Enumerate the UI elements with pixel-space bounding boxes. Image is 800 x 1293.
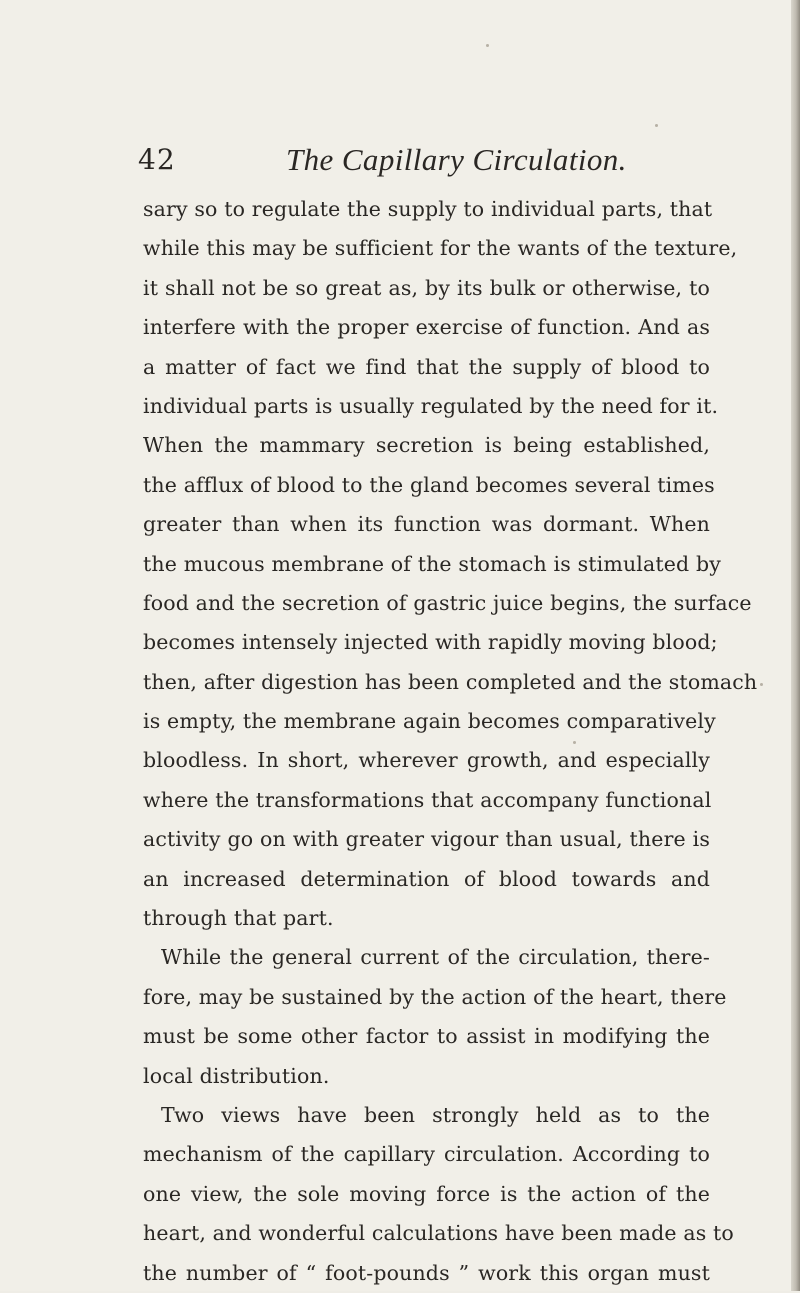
text-line: the number of “ foot-pounds ” work this organ must bbox=[143, 1260, 710, 1285]
text-line: the afflux of blood to the gland becomes several times bbox=[143, 472, 715, 497]
page-number: 42 bbox=[138, 143, 176, 176]
text-line: then, after digestion has been completed and the stomach bbox=[143, 669, 758, 694]
text-line: must be some other factor to assist in modifying the bbox=[143, 1024, 710, 1049]
text-line: mechanism of the capillary circulation. According to bbox=[143, 1142, 710, 1167]
text-line: When the mammary secretion is being established, bbox=[143, 433, 710, 458]
text-line: becomes intensely injected with rapidly moving blood; bbox=[143, 630, 718, 655]
running-head bbox=[138, 142, 758, 182]
text-line: one view, the sole moving force is the action of the bbox=[143, 1181, 710, 1206]
text-line: through that part. bbox=[143, 906, 334, 931]
text-line: bloodless. In short, wherever growth, and especially bbox=[143, 748, 710, 773]
paper-speck bbox=[573, 741, 576, 744]
text-line: while this may be sufficient for the wants of the texture, bbox=[143, 236, 738, 261]
text-line: it shall not be so great as, by its bulk or otherwise, to bbox=[143, 275, 710, 300]
body-text bbox=[143, 190, 758, 1293]
text-line: activity go on with greater vigour than usual, there is bbox=[143, 827, 710, 852]
text-line: the mucous membrane of the stomach is stimulated by bbox=[143, 551, 721, 576]
running-title: The Capillary Circulation. bbox=[286, 142, 627, 177]
text-line: a matter of fact we find that the supply of blood to bbox=[143, 354, 710, 379]
text-line: interfere with the proper exercise of function. And as bbox=[143, 315, 710, 340]
text-line: local distribution. bbox=[143, 1063, 330, 1088]
text-line: is empty, the membrane again becomes comparatively bbox=[143, 709, 716, 734]
text-line: where the transformations that accompany functional bbox=[143, 787, 712, 812]
text-line: heart, and wonderful calculations have been made as to bbox=[143, 1221, 734, 1246]
paper-speck bbox=[486, 44, 489, 47]
text-line: an increased determination of blood towards and bbox=[143, 866, 710, 891]
text-line: Two views have been strongly held as to the bbox=[161, 1102, 710, 1127]
text-line: individual parts is usually regulated by the need for it. bbox=[143, 393, 719, 418]
text-line: sary so to regulate the supply to individual parts, that bbox=[143, 197, 713, 221]
page-edge-shadow bbox=[791, 0, 800, 1291]
text-line: greater than when its function was dormant. When bbox=[143, 512, 710, 537]
text-line: While the general current of the circulation, there- bbox=[161, 945, 710, 970]
text-line: fore, may be sustained by the action of the heart, there bbox=[143, 984, 727, 1009]
text-line: food and the secretion of gastric juice begins, the surface bbox=[143, 590, 752, 615]
paper-speck bbox=[760, 683, 763, 686]
paper-speck bbox=[655, 124, 658, 127]
